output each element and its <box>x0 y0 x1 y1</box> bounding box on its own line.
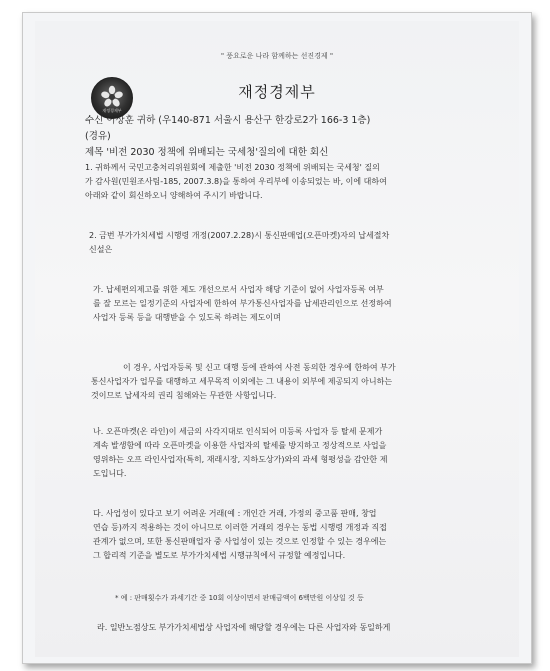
subject-line: 제목 '비전 2030 정책에 위배되는 국세청'질의에 대한 회신 <box>85 147 329 158</box>
text-line: 를 잘 모르는 일정기준의 사업자에 한하여 부가통신사업자를 납세관리인으로 선정하여 <box>93 299 392 308</box>
paragraph-6 <box>93 507 387 563</box>
text-line: 계속 발생함에 따라 오픈마켓을 이용한 사업자의 탈세를 방지하고 정상적으로 사업을 <box>93 441 387 450</box>
photo-frame <box>22 12 532 664</box>
paragraph-1 <box>85 161 387 203</box>
text-line: 그 합리적 기준을 별도로 부가가치세법 시행규칙에서 규정할 예정입니다. <box>93 551 346 560</box>
document-paper <box>35 21 519 657</box>
paragraph-2 <box>89 229 389 257</box>
ministry-title: 재정경제부 <box>238 83 316 101</box>
paragraph-7 <box>97 621 390 635</box>
text-line: 다. 사업성이 있다고 보기 어려운 거래(예 : 개인간 거래, 가정의 중고품 판매, 창업 <box>93 509 377 518</box>
paragraph-3 <box>93 283 392 325</box>
text-line: 도입니다. <box>93 469 127 478</box>
text-line: 것이므로 납세자의 권리 침해와는 무관한 사항입니다. <box>91 391 277 400</box>
via-line: (경유) <box>85 131 111 142</box>
motto: " 풍요로운 나라 함께하는 선진경제 " <box>220 52 334 60</box>
recipient-line: 수신 이상훈 귀하 (우140-871 서울시 용산구 한강로2가 166-3 1층) <box>85 115 371 126</box>
text-line: 2. 금번 부가가치세법 시행령 개정(2007.2.28)시 통신판매업(오픈마켓)자의 납세절차 <box>89 231 390 240</box>
text-line: 라. 일반노점상도 부가가치세법상 사업자에 해당할 경우에는 다른 사업자와 동일하게 <box>97 623 391 632</box>
text-line: 가 감사원(민원조사팀-185, 2007.3.8)을 통하여 우리부에 이송되었는 바, 이에 대하여 <box>85 177 387 186</box>
text-line: 아래와 같이 회신하오니 양해하여 주시기 바랍니다. <box>85 191 263 200</box>
text-line: 관계가 없으며, 또한 통신판매업자 중 사업성이 있는 것으로 인정할 수 있는 경우에는 <box>93 537 387 546</box>
text-line: 신설은 <box>89 245 113 254</box>
paragraph-5 <box>93 425 387 481</box>
text-line: 가. 납세편의제고를 위한 제도 개선으로서 사업자 해당 기준이 없어 사업자등록 여부 <box>93 285 384 294</box>
text-line: 사업자 등록 등을 대행받을 수 있도록 하려는 제도이며 <box>93 313 281 322</box>
text-line: 1. 귀하께서 국민고충처리위원회에 제출한 '비전 2030 정책에 위배되는 국세청' 질의 <box>85 163 380 172</box>
text-line: 나. 오픈마켓(온 라인)이 세금의 사각지대로 인식되어 미등록 사업자 등 탈세 문제가 <box>93 427 383 436</box>
text-line: 영위하는 오프 라인사업자(특히, 재래시장, 지하도상가)와의 과세 형평성을 감안한 제 <box>93 455 388 464</box>
text-line: 통신사업자가 업무를 대행하고 세무목적 이외에는 그 내용이 외부에 제공되지 아니하는 <box>91 377 393 386</box>
footnote: * 예 : 판매횟수가 과세기간 중 10회 이상이면서 판매금액이 6백만원 이상일 것 등 <box>115 594 364 602</box>
text-line: 이 경우, 사업자등록 및 신고 대행 등에 관하여 사전 동의한 경우에 한하여 부가 <box>123 363 396 372</box>
seal-text: 재정경제부 <box>102 108 122 113</box>
paragraph-4 <box>91 361 396 403</box>
text-line: 연습 등)까지 적용하는 것이 아니므로 이러한 거래의 경우는 동법 시행령 개정과 직접 <box>93 523 387 532</box>
